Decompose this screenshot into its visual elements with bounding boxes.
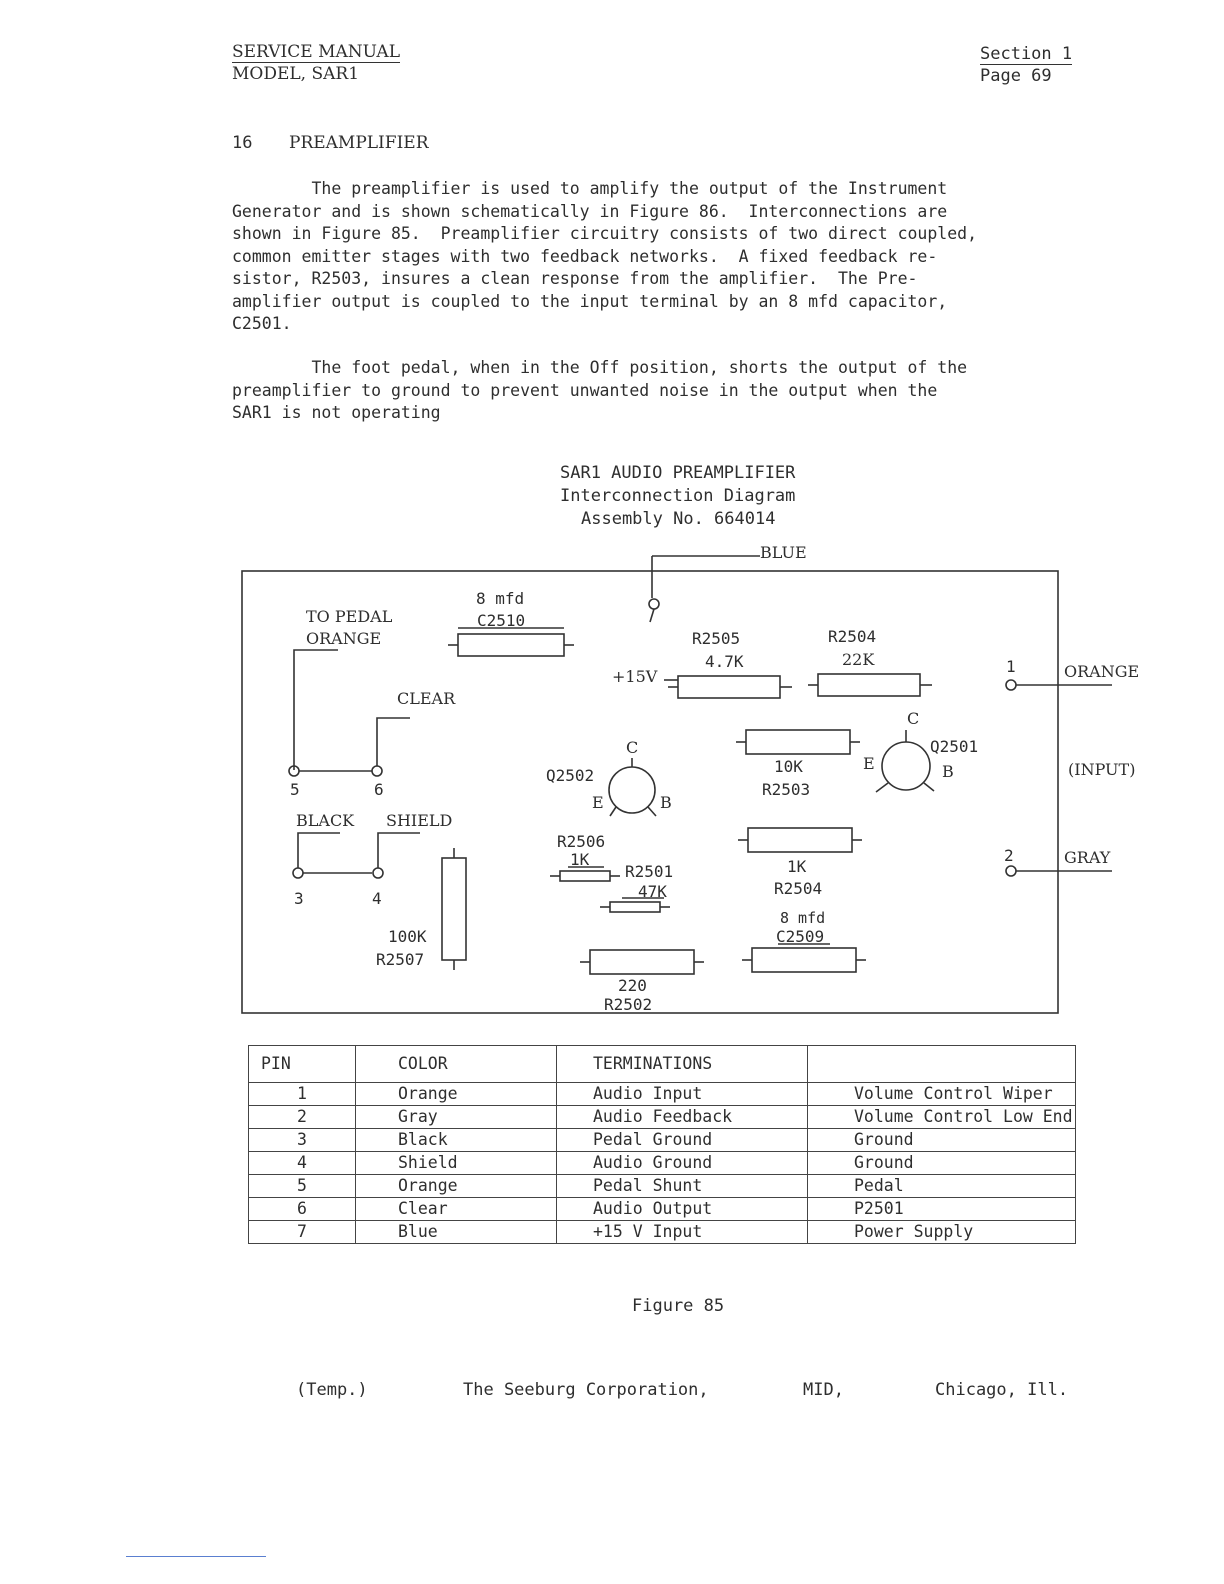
black-wire — [298, 833, 340, 868]
diagram-subtitle: Interconnection Diagram — [560, 486, 796, 506]
cell-destination: Ground — [808, 1152, 1076, 1175]
label-input: (INPUT) — [1068, 760, 1136, 779]
text-line: preamplifier to ground to prevent unwanted noise in the output when the — [232, 380, 938, 400]
label-q2502: Q2502 — [546, 766, 595, 785]
header-section: Section 1 — [980, 44, 1073, 64]
label-q2502-collector: C — [626, 738, 639, 757]
column-header-color: COLOR — [356, 1046, 557, 1083]
cell-pin: 2 — [249, 1106, 356, 1129]
section-number: 16 — [232, 133, 253, 153]
resistor-r2504-22k — [818, 674, 920, 696]
cell-destination: Ground — [808, 1129, 1076, 1152]
cell-termination: Audio Feedback — [557, 1106, 808, 1129]
label-pin-1: 1 — [1006, 657, 1016, 676]
label-black: BLACK — [296, 811, 355, 830]
label-to-pedal: TO PEDAL — [306, 607, 393, 626]
cell-termination: Pedal Shunt — [557, 1175, 808, 1198]
text-line: shown in Figure 85. Preamplifier circuitry consists of two direct coupled, — [232, 224, 978, 243]
footer-division: MID, — [803, 1380, 844, 1400]
resistor-r2503 — [746, 730, 850, 754]
label-r2501: R2501 — [625, 862, 674, 881]
cell-destination: Power Supply — [808, 1221, 1076, 1244]
header-model: MODEL, SAR1 — [232, 64, 360, 84]
label-r2502: R2502 — [604, 995, 653, 1014]
capacitor-c2509 — [752, 948, 856, 972]
label-pin-6: 6 — [374, 780, 384, 799]
header-manual-title: SERVICE MANUAL — [232, 42, 400, 62]
label-c2509-value: 8 mfd — [780, 909, 826, 927]
text-line: The foot pedal, when in the Off position, shorts the output of the — [232, 358, 968, 377]
terminal-3 — [293, 868, 303, 878]
table-header-row — [249, 1046, 1076, 1083]
label-blue: BLUE — [760, 543, 807, 562]
label-q2501-collector: C — [907, 709, 920, 728]
label-shield: SHIELD — [386, 811, 453, 830]
figure-caption: Figure 85 — [632, 1296, 725, 1316]
terminal-7 — [649, 599, 659, 609]
cell-color: Orange — [356, 1083, 557, 1106]
label-r2505: R2505 — [692, 629, 741, 648]
label-c2510-value: 8 mfd — [476, 589, 525, 608]
capacitor-c2510 — [458, 634, 564, 656]
cell-termination: Audio Ground — [557, 1152, 808, 1175]
text-line: C2501. — [232, 314, 292, 333]
label-r2502-value: 220 — [618, 976, 647, 995]
cell-color: Gray — [356, 1106, 557, 1129]
text-line: Generator and is shown schematically in Figure 86. Interconnections are — [232, 201, 948, 221]
label-pin-2: 2 — [1004, 846, 1014, 865]
label-plus-15v: +15V — [612, 667, 658, 686]
footer-rule — [126, 1556, 266, 1557]
cell-color: Blue — [356, 1221, 557, 1244]
label-pin-3: 3 — [294, 889, 304, 908]
label-r2506-value: 1K — [570, 850, 590, 869]
label-r2505-value: 4.7K — [705, 652, 744, 671]
section-title: PREAMPLIFIER — [289, 133, 429, 153]
column-header-terminations: TERMINATIONS — [557, 1046, 808, 1083]
cell-pin: 3 — [249, 1129, 356, 1152]
table-row — [249, 1129, 1076, 1152]
label-r2507: R2507 — [376, 950, 425, 969]
blue-wire — [650, 609, 654, 622]
cell-color: Orange — [356, 1175, 557, 1198]
label-r2507-value: 100K — [388, 927, 427, 946]
cell-pin: 5 — [249, 1175, 356, 1198]
cell-color: Clear — [356, 1198, 557, 1221]
cell-destination: Volume Control Wiper — [808, 1083, 1076, 1106]
label-pin-5: 5 — [290, 780, 300, 799]
footer-temp: (Temp.) — [296, 1380, 368, 1400]
text-line: SAR1 is not operating — [232, 403, 441, 422]
label-r2504-top: R2504 — [828, 627, 877, 646]
resistor-r2502 — [590, 950, 694, 974]
text-line: The preamplifier is used to amplify the output of the Instrument — [232, 179, 948, 198]
transistor-q2502 — [609, 767, 655, 813]
terminal-6 — [372, 766, 382, 776]
table-row — [249, 1152, 1076, 1175]
cell-termination: Pedal Ground — [557, 1129, 808, 1152]
shield-wire — [378, 833, 420, 868]
text-line: common emitter stages with two feedback networks. A fixed feedback re- — [232, 246, 938, 266]
label-c2509: C2509 — [776, 927, 825, 946]
transistor-q2501 — [882, 742, 930, 790]
cell-pin: 4 — [249, 1152, 356, 1175]
label-r2504-top-value: 22K — [842, 650, 875, 669]
cell-pin: 7 — [249, 1221, 356, 1244]
label-q2502-base: B — [660, 793, 672, 812]
label-clear: CLEAR — [397, 689, 456, 708]
label-c2510: C2510 — [477, 611, 526, 630]
table-row — [249, 1198, 1076, 1221]
label-r2506: R2506 — [557, 832, 606, 851]
column-header-blank — [808, 1046, 1076, 1083]
label-r2503: R2503 — [762, 780, 811, 799]
label-q2501-emitter: E — [863, 754, 875, 773]
cell-termination: +15 V Input — [557, 1221, 808, 1244]
terminal-1 — [1006, 680, 1016, 690]
label-r2504-mid-value: 1K — [787, 857, 807, 876]
cell-destination: Volume Control Low End — [808, 1106, 1076, 1129]
cell-termination: Audio Output — [557, 1198, 808, 1221]
table-row — [249, 1221, 1076, 1244]
cell-destination: Pedal — [808, 1175, 1076, 1198]
table-row — [249, 1106, 1076, 1129]
table-row — [249, 1083, 1076, 1106]
cell-termination: Audio Input — [557, 1083, 808, 1106]
resistor-r2506 — [560, 871, 610, 881]
cell-pin: 1 — [249, 1083, 356, 1106]
label-gray: GRAY — [1064, 848, 1111, 867]
cell-color: Black — [356, 1129, 557, 1152]
resistor-r2504-1k — [748, 828, 852, 852]
label-r2504-mid: R2504 — [774, 879, 823, 898]
table-row — [249, 1175, 1076, 1198]
pin-termination-table — [248, 1045, 1076, 1244]
cell-color: Shield — [356, 1152, 557, 1175]
column-header-pin: PIN — [249, 1046, 356, 1083]
label-orange-left: ORANGE — [306, 629, 382, 648]
label-orange-right: ORANGE — [1064, 662, 1140, 681]
terminal-2 — [1006, 866, 1016, 876]
orange-pedal-wire — [294, 650, 338, 770]
clear-wire — [377, 718, 410, 766]
text-line: amplifier output is coupled to the input terminal by an 8 mfd capacitor, — [232, 291, 948, 311]
label-r2503-value: 10K — [774, 757, 803, 776]
diagram-title: SAR1 AUDIO PREAMPLIFIER — [560, 463, 796, 483]
resistor-r2507 — [442, 858, 466, 960]
resistor-r2501 — [610, 902, 660, 912]
cell-destination: P2501 — [808, 1198, 1076, 1221]
label-q2501: Q2501 — [930, 737, 979, 756]
label-q2502-emitter: E — [592, 793, 604, 812]
footer-city: Chicago, Ill. — [935, 1380, 1069, 1400]
footer-company: The Seeburg Corporation, — [463, 1380, 709, 1400]
diagram-assembly-number: Assembly No. 664014 — [581, 509, 776, 529]
label-q2501-base: B — [942, 762, 954, 781]
cell-pin: 6 — [249, 1198, 356, 1221]
resistor-r2505 — [678, 676, 780, 698]
label-r2501-value: 47K — [638, 882, 667, 901]
terminal-4 — [373, 868, 383, 878]
label-pin-4: 4 — [372, 889, 382, 908]
text-line: sistor, R2503, insures a clean response from the amplifier. The Pre- — [232, 269, 918, 288]
header-page-number: Page 69 — [980, 66, 1052, 86]
